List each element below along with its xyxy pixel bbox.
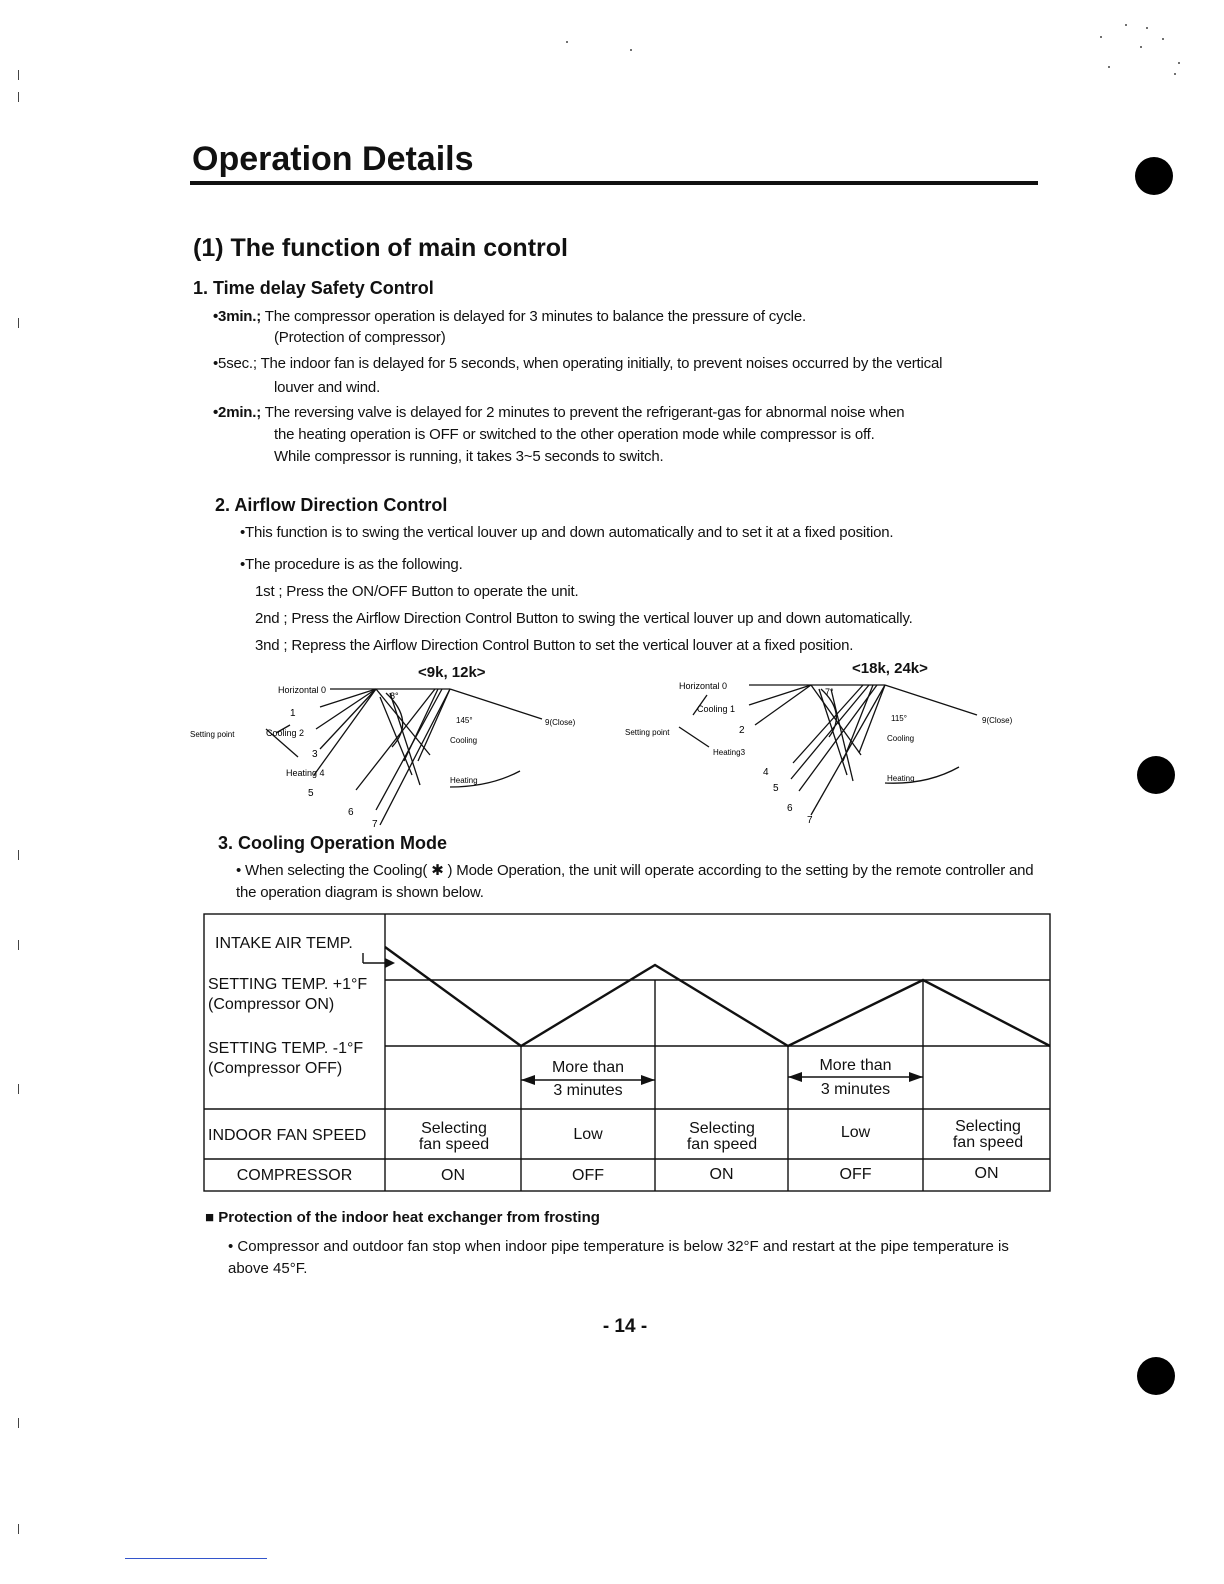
margin-mark (18, 92, 19, 102)
louver-diagram-right (615, 675, 1035, 835)
angle-label: 115° (891, 714, 907, 723)
position-label: 7 (807, 815, 813, 826)
title-underline (190, 181, 1038, 185)
scan-speck (1162, 38, 1164, 40)
item-key: •5sec.; (213, 355, 257, 372)
punch-hole-mark (1137, 756, 1175, 794)
position-label: 5 (308, 788, 314, 799)
item-key: •3min.; (213, 308, 262, 325)
page-number: - 14 - (602, 1316, 648, 1337)
airflow-heading: 2. Airflow Direction Control (215, 495, 448, 515)
setting-temp-off-label: SETTING TEMP. -1°F (208, 1040, 364, 1057)
position-label: 6 (787, 803, 793, 814)
close-label: 9(Close) (982, 716, 1013, 725)
footer-link-line (125, 1558, 267, 1559)
position-label: 1 (290, 708, 296, 719)
margin-mark (18, 1084, 19, 1094)
page-title: Operation Details (192, 140, 474, 178)
time-delay-heading: 1. Time delay Safety Control (193, 278, 434, 298)
margin-mark (18, 70, 19, 80)
item-text: The reversing valve is delayed for 2 minutes to prevent the refrigerant-gas for abnormal noise when (264, 404, 905, 421)
setting-temp-on-label: SETTING TEMP. +1°F (208, 976, 368, 993)
margin-mark (18, 318, 19, 328)
time-delay-item (213, 354, 942, 374)
diagram-left-title: <9k, 12k> (418, 664, 486, 681)
position-label: 5 (773, 783, 779, 794)
position-label: Horizontal 0 (278, 685, 327, 695)
time-delay-item (213, 403, 904, 423)
item-key: •2min.; (213, 404, 262, 421)
fan-speed-value: Selecting fan speed (418, 1120, 490, 1153)
top-angle-label: 7° (825, 687, 834, 697)
position-label: Cooling 1 (697, 704, 736, 714)
position-label: 7 (372, 819, 378, 830)
item-continuation: louver and wind. (274, 379, 381, 396)
protection-text: • Compressor and outdoor fan stop when indoor pipe temperature is below 32°F and restart at the pipe temperature is above 45°F. (228, 1238, 1009, 1277)
scan-speck (566, 41, 568, 43)
setting-point-label: Setting point (625, 728, 670, 737)
item-text: The compressor operation is delayed for 3 minutes to balance the pressure of cycle. (264, 308, 806, 325)
compressor-value: ON (709, 1166, 734, 1183)
protection-title: ■ Protection of the indoor heat exchanger from frosting (205, 1209, 600, 1226)
item-continuation: While compressor is running, it takes 3~5 seconds to switch. (274, 448, 664, 465)
airflow-step: 2nd ; Press the Airflow Direction Control Button to swing the vertical louver up and down automatically. (255, 610, 913, 627)
position-label: 3 (312, 749, 318, 760)
scan-speck (1100, 36, 1102, 38)
louver-diagram-left (180, 675, 580, 835)
heating-label: Heating (887, 774, 915, 783)
scan-speck (1140, 46, 1142, 48)
position-label: Heating 4 (286, 768, 325, 778)
margin-mark (18, 1418, 19, 1428)
cooling-label: Cooling (887, 734, 915, 743)
time-delay-item (213, 307, 806, 327)
scan-speck (1146, 27, 1148, 29)
intake-air-temp-label: INTAKE AIR TEMP. (215, 935, 353, 952)
position-label: 6 (348, 807, 354, 818)
margin-mark (18, 1524, 19, 1534)
compressor-value: ON (441, 1167, 465, 1184)
indoor-fan-speed-label: INDOOR FAN SPEED (208, 1127, 367, 1144)
cooling-mode-description: • When selecting the Cooling( ✱ ) Mode Operation, the unit will operate according to the setting by the remote controller and the operation diagram is shown below. (236, 862, 1034, 901)
compressor-value: ON (974, 1165, 999, 1182)
section-title: (1) The function of main control (193, 234, 568, 262)
fan-speed-value: Selecting fan speed (952, 1118, 1024, 1151)
item-continuation: (Protection of compressor) (274, 329, 446, 346)
cooling-operation-diagram (203, 913, 1051, 1192)
position-label: 4 (763, 767, 769, 778)
punch-hole-mark (1137, 1357, 1175, 1395)
scan-speck (630, 49, 632, 51)
position-label: 2 (739, 725, 745, 736)
compressor-value: OFF (839, 1166, 872, 1183)
duration-label: 3 minutes (553, 1082, 623, 1099)
position-label: Cooling 2 (266, 728, 305, 738)
fan-speed-value: Low (573, 1126, 603, 1143)
heating-label: Heating (450, 776, 478, 785)
airflow-bullet: •The procedure is as the following. (240, 556, 463, 573)
diagram-right-title: <18k, 24k> (852, 660, 928, 677)
setting-temp-off-note: (Compressor OFF) (208, 1060, 343, 1077)
scan-speck (1178, 62, 1180, 64)
compressor-value: OFF (572, 1167, 604, 1184)
angle-label: 145° (456, 716, 473, 725)
item-text: The indoor fan is delayed for 5 seconds, when operating initially, to prevent noises occurred by the vertical (260, 355, 943, 372)
close-label: 9(Close) (545, 718, 576, 727)
punch-hole-mark (1135, 157, 1173, 195)
setting-point-label: Setting point (190, 730, 235, 739)
position-label: Heating3 (713, 748, 746, 757)
scan-speck (1174, 73, 1176, 75)
airflow-step: 3nd ; Repress the Airflow Direction Control Button to set the vertical louver at a fixed position. (255, 637, 854, 654)
margin-mark (18, 940, 19, 950)
more-than-label: More than (819, 1057, 892, 1074)
cooling-label: Cooling (450, 736, 478, 745)
scan-speck (1108, 66, 1110, 68)
position-label: Horizontal 0 (679, 681, 728, 691)
margin-mark (18, 850, 19, 860)
setting-temp-on-note: (Compressor ON) (208, 996, 335, 1013)
compressor-label: COMPRESSOR (236, 1167, 353, 1184)
fan-speed-value: Selecting fan speed (686, 1120, 758, 1153)
top-angle-label: 8° (390, 691, 399, 701)
more-than-label: More than (551, 1059, 625, 1076)
airflow-step: 1st ; Press the ON/OFF Button to operate the unit. (255, 583, 579, 600)
fan-speed-value: Low (840, 1124, 871, 1141)
cooling-mode-heading: 3. Cooling Operation Mode (218, 833, 447, 853)
duration-label: 3 minutes (820, 1081, 891, 1098)
scan-speck (1125, 24, 1127, 26)
item-continuation: the heating operation is OFF or switched to the other operation mode while compressor is off. (274, 426, 875, 443)
airflow-bullet: •This function is to swing the vertical louver up and down automatically and to set it at a fixed position. (240, 524, 894, 541)
